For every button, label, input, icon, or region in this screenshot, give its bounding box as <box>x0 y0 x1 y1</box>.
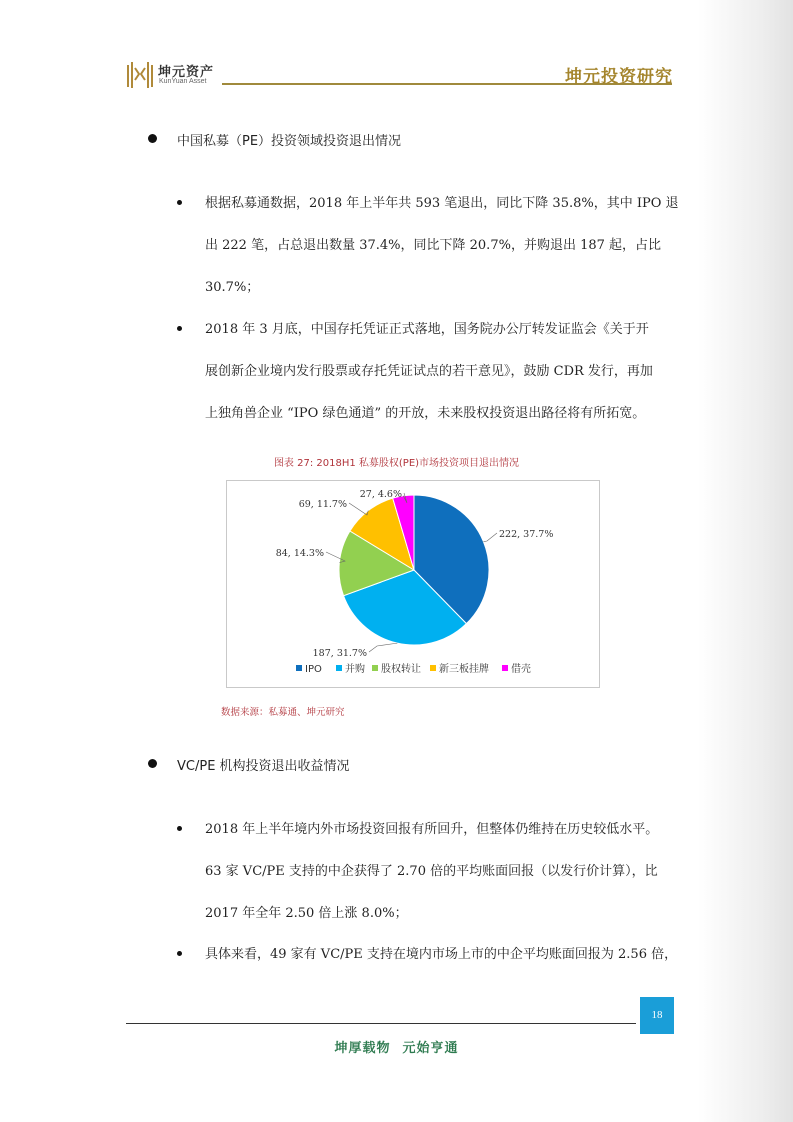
logo-chinese-name: 坤元资产 <box>158 65 215 80</box>
legend-item <box>372 662 421 675</box>
legend-swatch <box>430 665 436 671</box>
legend-swatch <box>502 665 508 671</box>
page-number: 18 <box>640 997 674 1034</box>
slogan-part: 元始亨通 <box>402 1041 459 1056</box>
paragraph-line: 30.7%； <box>205 280 260 295</box>
legend-swatch <box>296 665 302 671</box>
legend-item <box>296 664 322 675</box>
legend-label: 借壳 <box>511 664 531 675</box>
data-label: 69, 11.7% <box>298 499 347 510</box>
paragraph-line: 2017 年全年 2.50 倍上涨 8.0%； <box>205 906 408 921</box>
legend-label: 并购 <box>345 664 365 675</box>
footer-slogan <box>0 1037 793 1056</box>
paragraph-line: 出 222 笔，占总退出数量 37.4%，同比下降 20.7%，并购退出 187 起，占比 <box>205 238 662 253</box>
legend-item <box>502 662 531 675</box>
data-label: 27, 4.6% <box>359 489 402 500</box>
paragraph-line: 具体来看，49 家有 VC/PE 支持在境内市场上市的中企平均账面回报为 2.56 倍， <box>205 947 678 962</box>
legend-swatch <box>336 665 342 671</box>
footer-divider <box>126 1023 636 1024</box>
paragraph-line: 2018 年 3 月底，中国存托凭证正式落地，国务院办公厅转发证监会《关于开 <box>205 322 649 337</box>
figure-source: 数据来源：私募通、坤元研究 <box>221 707 345 718</box>
paragraph-line: 63 家 VC/PE 支持的中企获得了 2.70 倍的平均账面回报（以发行价计算），比 <box>205 864 658 879</box>
legend-swatch <box>372 665 378 671</box>
pie-chart <box>227 481 599 687</box>
legend-label: IPO <box>305 664 322 675</box>
leader-line <box>483 533 497 542</box>
bullet-icon <box>177 951 182 956</box>
legend-item <box>430 662 489 675</box>
leader-line <box>369 643 397 652</box>
section-heading-text: VC/PE 机构投资退出收益情况 <box>177 759 350 774</box>
legend-label: 股权转让 <box>381 664 421 675</box>
paragraph-line: 上独角兽企业 “IPO 绿色通道” 的开放，未来股权投资退出路径将有所拓宽。 <box>205 406 646 421</box>
logo-english-name: KunYuan Asset <box>159 78 207 85</box>
figure-caption: 图表 27: 2018H1 私募股权(PE)市场投资项目退出情况 <box>273 458 520 469</box>
bullet-icon <box>177 326 182 331</box>
pie-chart-container <box>226 480 600 688</box>
paragraph-line: 根据私募通数据，2018 年上半年共 593 笔退出，同比下降 35.8%，其中 IPO 退 <box>205 196 679 211</box>
data-label: 187, 31.7% <box>312 648 367 659</box>
data-label: 222, 37.7% <box>499 529 554 540</box>
bullet-icon <box>148 134 157 143</box>
company-logo <box>126 60 236 92</box>
bullet-icon <box>177 200 182 205</box>
legend-label: 新三板挂牌 <box>439 664 489 675</box>
logo-mark-icon <box>126 60 154 90</box>
slogan-part: 坤厚载物 <box>334 1041 391 1056</box>
paragraph-line: 展创新企业境内发行股票或存托凭证试点的若干意见》，鼓励 CDR 发行，再加 <box>205 364 653 379</box>
bullet-icon <box>148 759 157 768</box>
header-title: 坤元投资研究 <box>565 67 673 87</box>
bullet-icon <box>177 826 182 831</box>
data-label: 84, 14.3% <box>275 548 324 559</box>
section-heading-text: 中国私募（PE）投资领域投资退出情况 <box>177 134 402 149</box>
paragraph-line: 2018 年上半年境内外市场投资回报有所回升，但整体仍维持在历史较低水平。 <box>205 822 659 837</box>
legend-item <box>336 662 365 675</box>
